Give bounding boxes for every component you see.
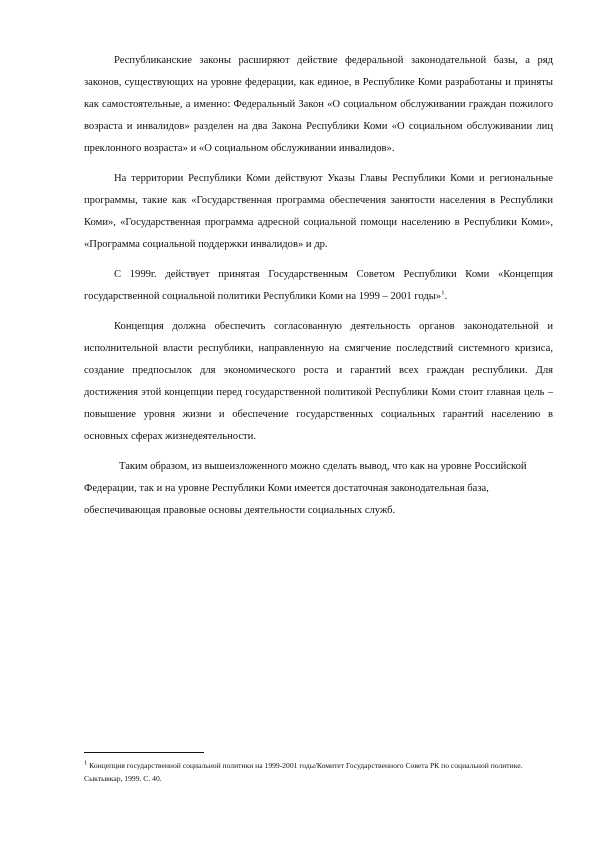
footnote-separator	[84, 752, 204, 753]
paragraph-conclusion: Таким образом, из вышеизложенного можно сделать вывод, что как на уровне Российской Федерации, так и на уровне Республики Коми имеется достаточная законодательная база, обеспечивающая правовые основы деятельности социальных служб.	[84, 461, 527, 516]
footnote	[84, 760, 554, 785]
footnote-text: Концепция государственной социальной политики на 1999-2001 годы/Комитет Государственного Совета РК по социальной политике. Сыктывкар, 1999. С. 40.	[84, 761, 523, 783]
paragraph-concept-1999	[84, 264, 553, 308]
document-body	[84, 50, 553, 530]
paragraph-concept-goals: Концепция должна обеспечить согласованную деятельность органов законодательной и исполнительной власти республики, направленную на смягчение последствий системного кризиса, создание предпосылок для экономического роста и гарантий всех граждан республики. Для достижения этой концепции перед государственной политикой Республики Коми стоит главная цель – повышение уровня жизни и обеспечение государственных социальных гарантий населению в основных сферах жизнедеятельности.	[84, 321, 553, 442]
paragraph-programs: На территории Республики Коми действуют Указы Главы Республики Коми и региональные программы, такие как «Государственная программа обеспечения занятости населения в Республики Коми», «Государственная программа адресной социальной помощи населению в Республики Коми», «Программа социальной поддержки инвалидов» и др.	[84, 173, 553, 250]
paragraph-republican-laws: Республиканские законы расширяют действие федеральной законодательной базы, а ряд законов, существующих на уровне федерации, как единое, в Республике Коми разработаны и приняты как самостоятельные, а именно: Федеральный Закон «О социальном обслуживании граждан пожилого возраста и инвалидов» разделен на два Закона Республики Коми «О социальном обслуживании лиц преклонного возраста» и «О социальном обслуживании инвалидов».	[84, 55, 553, 154]
footnote-number: 1	[84, 759, 88, 767]
paragraph-concept-text: С 1999г. действует принятая Государственным Советом Республики Коми «Концепция государственной социальной политики Республики Коми на 1999 – 2001 годы»	[84, 269, 553, 302]
footnote-reference[interactable]: 1	[441, 289, 445, 297]
paragraph-concept-period: .	[444, 291, 448, 302]
